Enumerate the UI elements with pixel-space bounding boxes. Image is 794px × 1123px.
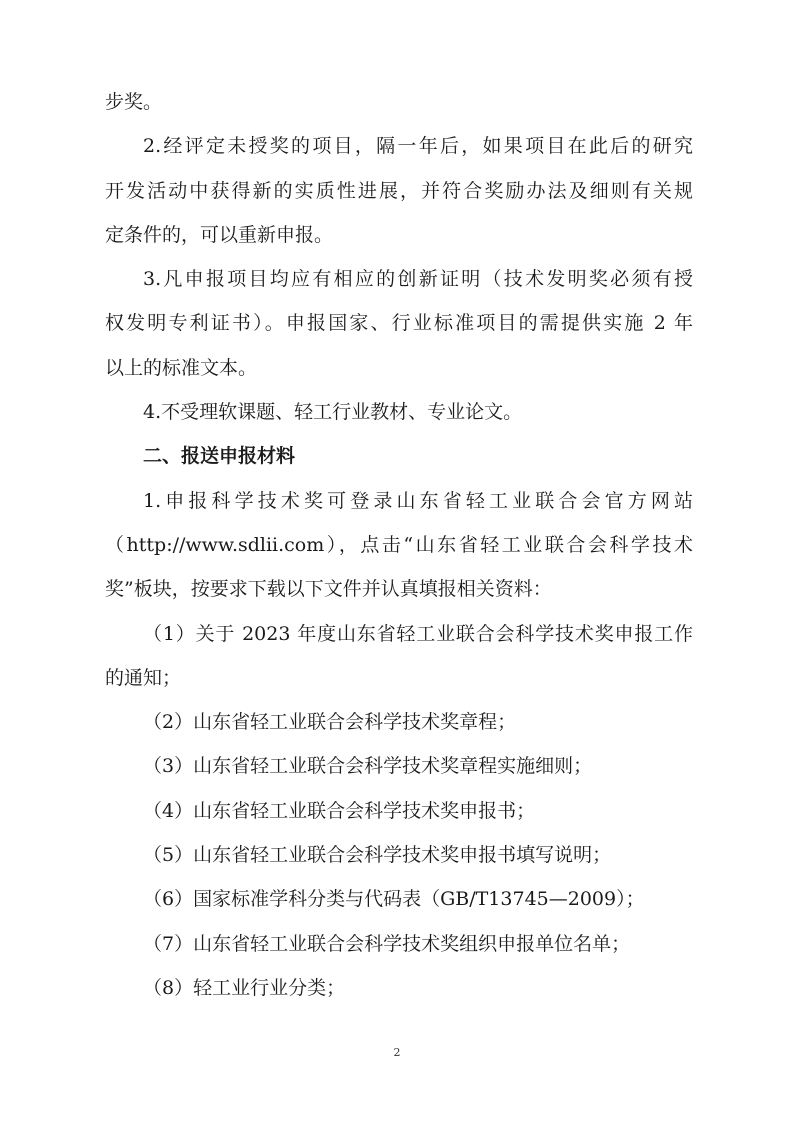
section-heading: 二、报送申报材料 [143,445,296,468]
submission-item-1-line-1: 1.申报科学技术奖可登录山东省轻工业联合会官方网站 [143,489,693,512]
item-3-line-3: 以上的标准文本。 [105,356,258,379]
file-list-item-3: （3）山东省轻工业联合会科学技术奖章程实施细则； [143,755,593,778]
file-list-item-4: （4）山东省轻工业联合会科学技术奖申报书； [143,799,536,822]
item-4-line-1: 4.不受理软课题、轻工行业教材、专业论文。 [143,401,523,424]
submission-item-1-line-3: 奖”板块，按要求下载以下文件并认真填报相关资料： [105,578,552,601]
file-list-item-1-line-2: 的通知； [105,666,182,689]
item-2-line-1: 2.经评定未授奖的项目，隔一年后，如果项目在此后的研究 [143,135,693,158]
page-number: 2 [393,1046,401,1059]
file-list-item-1-line-1: （1）关于 2023 年度山东省轻工业联合会科学技术奖申报工作 [143,622,693,645]
file-list-item-7: （7）山东省轻工业联合会科学技术奖组织申报单位名单； [143,932,631,955]
item-2-line-2: 开发活动中获得新的实质性进展，并符合奖励办法及细则有关规 [105,179,693,202]
submission-item-1-line-2: （http://www.sdlii.com），点击“山东省轻工业联合会科学技术 [105,533,693,556]
paragraph-line-continuation: 步奖。 [105,91,163,113]
file-list-item-2: （2）山东省轻工业联合会科学技术奖章程； [143,711,517,734]
item-2-line-3: 定条件的，可以重新申报。 [105,223,334,246]
item-3-line-2: 权发明专利证书）。申报国家、行业标准项目的需提供实施 2 年 [105,312,693,335]
file-list-item-5: （5）山东省轻工业联合会科学技术奖申报书填写说明； [143,844,612,867]
file-list-item-6: （6）国家标准学科分类与代码表（GB/T13745—2009）； [143,888,645,911]
document-body [105,80,693,1010]
item-3-line-1: 3.凡申报项目均应有相应的创新证明（技术发明奖必须有授 [143,268,693,291]
file-list-item-8: （8）轻工业行业分类； [143,976,346,999]
